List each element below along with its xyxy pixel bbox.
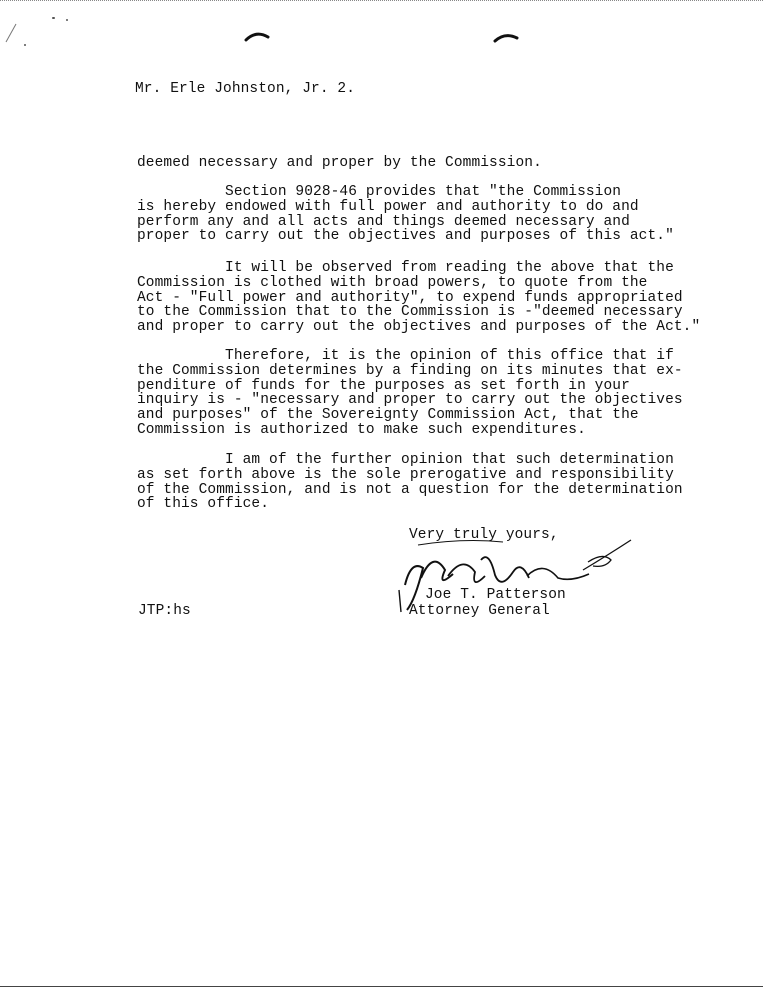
signer-name: Joe T. Patterson bbox=[425, 587, 566, 603]
page-header: Mr. Erle Johnston, Jr. 2. bbox=[135, 81, 356, 97]
text-line: and purposes" of the Sovereignty Commission Act, that the bbox=[137, 407, 639, 424]
text-line: I am of the further opinion that such determination bbox=[137, 452, 674, 468]
text-line: and proper to carry out the objectives and purposes of the Act." bbox=[137, 319, 701, 336]
paragraph-observed bbox=[137, 261, 700, 335]
text-line: perform any and all acts and things deemed necessary and bbox=[137, 213, 630, 230]
text-line: It will be observed from reading the above that the bbox=[137, 260, 674, 276]
paragraph-section bbox=[137, 185, 674, 244]
text-line: proper to carry out the objectives and purposes of this act." bbox=[137, 228, 674, 245]
binder-hole-mark bbox=[244, 28, 270, 44]
paragraph-opinion bbox=[137, 349, 683, 438]
top-edge bbox=[0, 0, 763, 1]
paragraph-further-opinion bbox=[137, 453, 683, 512]
signer-title: Attorney General bbox=[409, 603, 550, 619]
text-line: is hereby endowed with full power and authority to do and bbox=[137, 198, 639, 215]
text-line: deemed necessary and proper by the Commission. bbox=[137, 155, 542, 171]
text-line: Commission is clothed with broad powers, to quote from the bbox=[137, 274, 648, 291]
scan-stroke bbox=[4, 22, 20, 44]
scan-speck bbox=[52, 17, 55, 19]
text-line: of this office. bbox=[137, 496, 270, 513]
scan-speck bbox=[66, 19, 68, 21]
text-line: penditure of funds for the purposes as set forth in your bbox=[137, 377, 630, 394]
text-line: to the Commission that to the Commission is -"deemed necessary bbox=[137, 304, 683, 321]
text-line: of the Commission, and is not a question for the determination bbox=[137, 481, 683, 498]
text-line: Section 9028-46 provides that "the Commission bbox=[137, 184, 622, 200]
text-line: the Commission determines by a finding on its minutes that ex- bbox=[137, 362, 683, 379]
scan-speck bbox=[24, 44, 26, 46]
bottom-edge bbox=[0, 986, 763, 987]
text-line: as set forth above is the sole prerogative and responsibility bbox=[137, 466, 674, 483]
text-line: inquiry is - "necessary and proper to carry out the objectives bbox=[137, 392, 683, 409]
paragraph-continuation bbox=[137, 156, 542, 171]
typist-initials: JTP:hs bbox=[138, 603, 191, 619]
binder-hole-mark bbox=[493, 30, 519, 46]
salutation: Very truly yours, bbox=[409, 527, 559, 543]
text-line: Commission is authorized to make such expenditures. bbox=[137, 421, 586, 438]
text-line: Act - "Full power and authority", to expend funds appropriated bbox=[137, 289, 683, 306]
text-line: Therefore, it is the opinion of this office that if bbox=[137, 348, 674, 364]
